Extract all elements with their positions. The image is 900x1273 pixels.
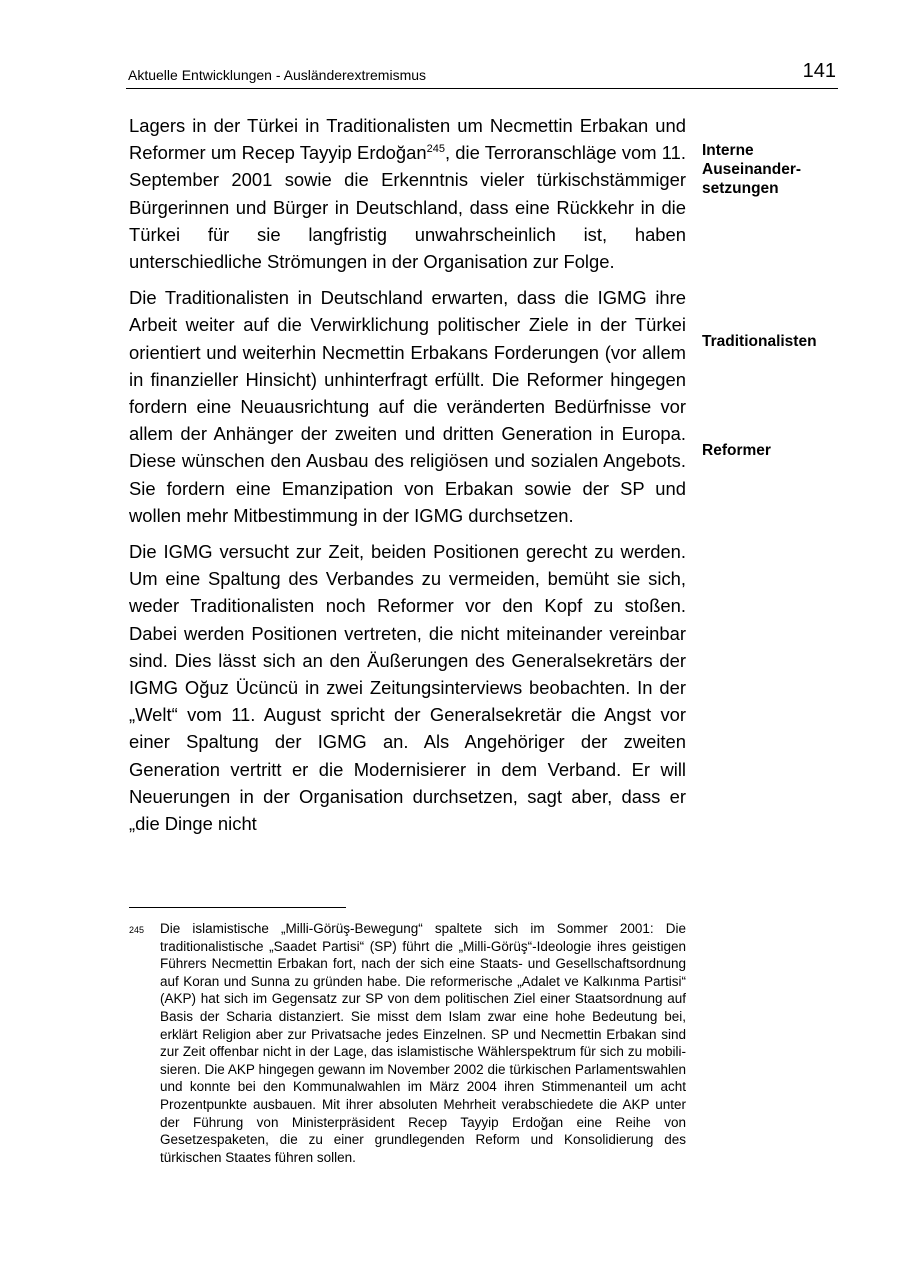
margin-note-line: Auseinander- bbox=[702, 161, 802, 178]
footnote bbox=[129, 920, 686, 1166]
margin-note-line: setzungen bbox=[702, 180, 779, 197]
margin-note-reformer: Reformer bbox=[702, 442, 771, 459]
paragraph-1-part-b: , die Terroranschläge vom 11. September 2001 sowie die Erkenntnis vieler türkischstämmiger Bürgerinnen und Bürger in Deutschland, dass eine Rückkehr in die Türkei für sie langfristig unwahrscheinlich ist, haben unterschiedliche Strömungen in der Organisation zur Folge. bbox=[129, 142, 686, 273]
page-number: 141 bbox=[802, 60, 836, 82]
paragraph-2: Die Traditionalisten in Deutschland erwarten, dass die IGMG ihre Arbeit weiter auf die Verwirklichung politischer Ziele in der Türkei orientiert und weiterhin Necmettin Erbakans Forderungen (vor allem in finanzieller Hinsicht) unhinterfragt erfüllt. Die Reformer hingegen fordern eine Neuausrichtung auf die veränderten Bedürfnisse vor allem der Anhänger der zweiten und dritten Generation in Europa. Diese wünschen den Ausbau des religiösen und sozialen Angebots. Sie fordern eine Emanzipation von Erbakan sowie der SP und wollen mehr Mitbestimmung in der IGMG durchsetzen. bbox=[129, 287, 686, 526]
body-text bbox=[129, 112, 686, 846]
footnote-reference[interactable]: 245 bbox=[426, 143, 445, 156]
margin-note-line: Interne bbox=[702, 142, 754, 159]
paragraph-1 bbox=[129, 112, 686, 275]
page-header bbox=[126, 60, 838, 89]
paragraph-3: Die IGMG versucht zur Zeit, beiden Positionen gerecht zu werden. Um eine Spaltung des Verbandes zu vermeiden, bemüht sie sich, weder Traditionalisten noch Reformer vor den Kopf zu stoßen. Dabei werden Positionen vertreten, die nicht miteinander vereinbar sind. Dies lässt sich an den Äußerungen des Generalsekretärs der IGMG Oğuz Ücüncü in zwei Zeitungsinterviews beobachten. In der „Welt“ vom 11. August spricht der Generalsekretär die Angst vor einer Spaltung der IGMG an. Als Angehöriger der zweiten Generation vertritt er die Modernisierer in dem Verband. Er will Neuerungen in der Organisation durchsetzen, sagt aber, dass er „die Dinge nicht bbox=[129, 541, 686, 835]
footnote-text: Die islamistische „Milli-Görüş-Bewegung“ spaltete sich im Sommer 2001: Die traditionalistische „Saadet Partisi“ (SP) führt die „Milli-Görüş“-Ideologie ihres geistigen Führers Necmettin Erbakan fort, nach der sich eine Staats- und Gesellschaftsordnung auf Koran und Sunna zu gründen habe. Die reformerische „Adalet ve Kalkınma Partisi“ (AKP) hat sich im Gegensatz zur SP von dem politischen Ziel einer Staatsordnung auf Basis der Scharia distanziert. Sie misst dem Islam zwar eine hohe Bedeutung bei, erklärt Religion aber zur Privatsache jedes Einzelnen. SP und Necmettin Erbakan sind zur Zeit offenbar nicht in der Lage, das islamistische Wählerspektrum für sich zu mobilisieren. Die AKP hingegen gewann im November 2002 die türkischen Parlamentswahlen und konnte bei den Kommunalwahlen im März 2004 ihren Stimmenanteil um acht Prozentpunkte ausbauen. Mit ihrer absoluten Mehrheit verabschiedete die AKP unter der Führung von Ministerpräsident Recep Tayyip Erdoğan eine Reihe von Gesetzespaketen, die zu einer grundlegenden Reform und Konsolidierung des türkischen Staates führen sollen. bbox=[160, 921, 686, 1165]
margin-note-interne-auseinandersetzungen bbox=[702, 141, 852, 198]
footnote-separator bbox=[129, 907, 346, 908]
paragraph-1-part-a: Lagers in der Türkei in Traditionalisten um Necmettin Erbakan und Reformer um Recep Tayyip Erdoğan bbox=[129, 115, 686, 164]
running-title: Aktuelle Entwicklungen - Ausländerextremismus bbox=[128, 67, 427, 83]
margin-note-traditionalisten: Traditionalisten bbox=[702, 333, 817, 350]
footnote-number: 245 bbox=[129, 925, 145, 935]
